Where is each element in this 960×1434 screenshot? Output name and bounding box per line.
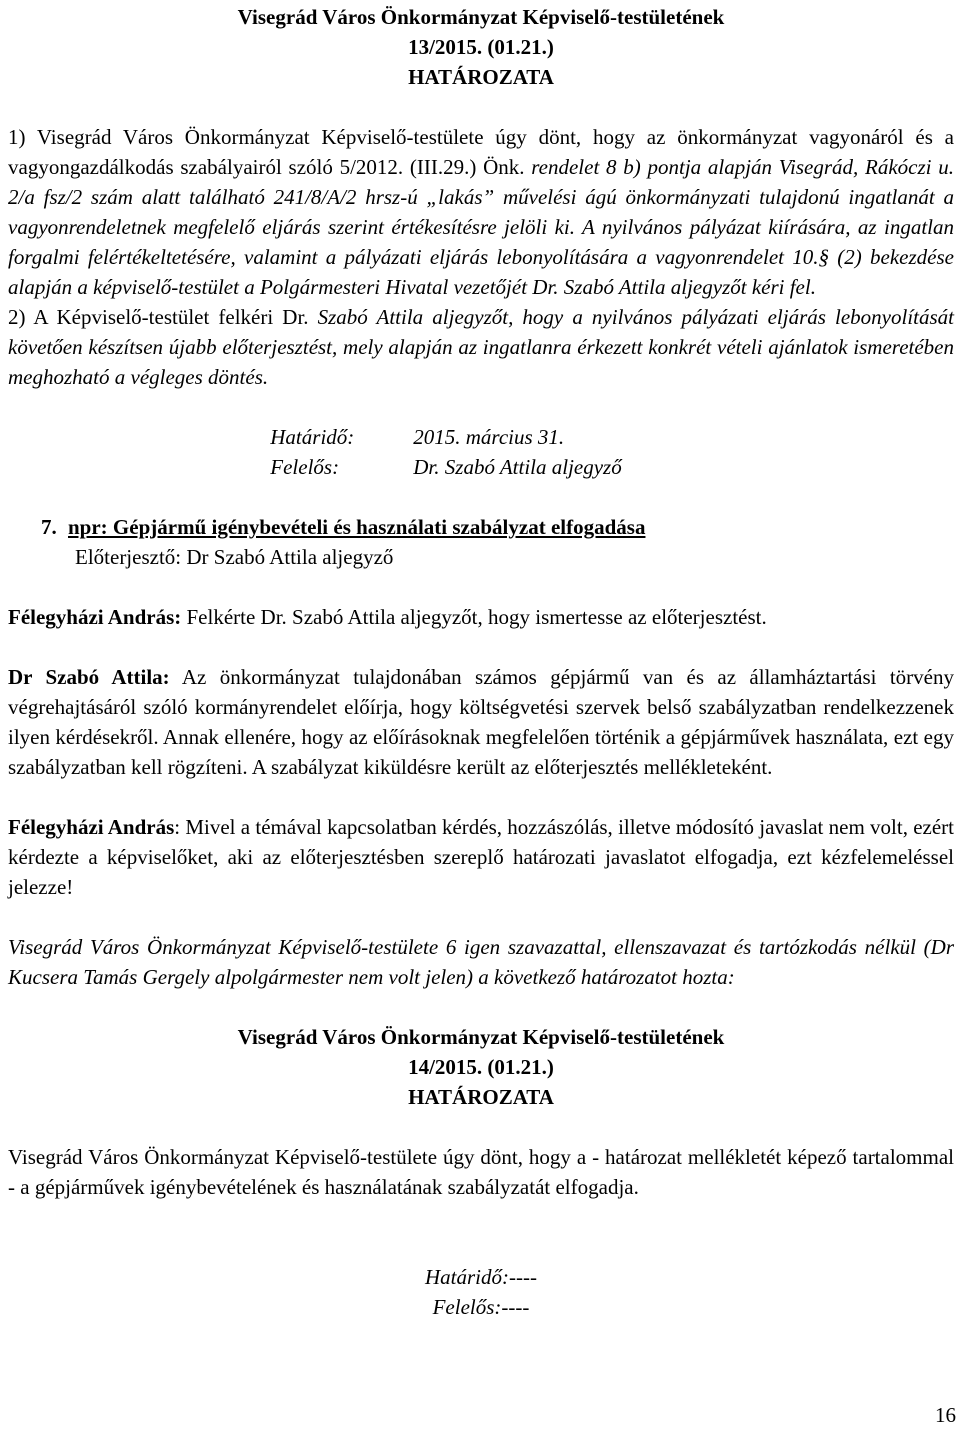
speech-2-speaker: Dr Szabó Attila: bbox=[8, 665, 170, 689]
document-page bbox=[8, 0, 954, 1322]
speech-1-speaker: Félegyházi András: bbox=[8, 605, 182, 629]
agenda-item-presenter: Előterjesztő: Dr Szabó Attila aljegyző bbox=[75, 545, 394, 569]
point-2-part-b: Szabó Attila aljegyzőt, hogy a nyilvános pályázati eljárás lebonyolítását követően készítsen újabb előterjesztést, mely alapján az ingatlanra érkezett konkrét vételi ajánlatok ismeretében meghozható a végleges döntés. bbox=[8, 305, 954, 389]
resolution-14-heading bbox=[8, 1022, 954, 1112]
resolution-14-number: 14/2015. (01.21.) bbox=[408, 1055, 554, 1079]
resolution-14-heading-body: Visegrád Város Önkormányzat Képviselő-testületének bbox=[237, 1025, 725, 1049]
vote-result: Visegrád Város Önkormányzat Képviselő-testülete 6 igen szavazattal, ellenszavazat és tartózkodás nélkül (Dr Kucsera Tamás Gergely alpolgármester nem volt jelen) a következő határozatot hozta: bbox=[8, 935, 954, 989]
agenda-item-number: 7. bbox=[41, 515, 57, 539]
resolution-13-point-2 bbox=[8, 302, 954, 392]
point-2-part-a: 2) A Képviselő-testület felkéri Dr. bbox=[8, 305, 309, 329]
point-1-part-b: rendelet 8 b) pontja alapján Visegrád, Rákóczi u. 2/a fsz/2 szám alatt található 241/8/A/2 hrsz-ú „lakás” művelési ágú önkormányzati tulajdonú ingatlanát a vagyonrendeletnek megfelelő eljárás szerint értékesítésre jelöli ki. A nyilvános pályázat kiírására, az ingatlan forgalmi felértékeltetésére, valamint a pályázati eljárás lebonyolítására a vagyonrendelet 10. bbox=[8, 155, 954, 269]
page-number: 16 bbox=[935, 1403, 956, 1427]
resolution-13-number: 13/2015. (01.21.) bbox=[408, 35, 554, 59]
resolution-14-body: Visegrád Város Önkormányzat Képviselő-testülete úgy dönt, hogy a - határozat mellékletét képező tartalommal - a gépjárművek igénybevételének és használatának szabályzatát elfogadja. bbox=[8, 1145, 954, 1199]
resolution-13-signature bbox=[8, 422, 954, 482]
resolution-14-title: HATÁROZATA bbox=[408, 1085, 554, 1109]
point-1-part-a: 1) Visegrád Város Önkormányzat Képviselő-testülete úgy dönt, hogy az önkormányzat vagyonáról és a vagyongazdálkodás szabályairól szóló 5/2012. (III.29.) Önk. bbox=[8, 125, 954, 179]
speech-1 bbox=[8, 602, 954, 632]
responsible-label: Felelős: bbox=[270, 455, 340, 479]
speech-3-text: : Mivel a témával kapcsolatban kérdés, hozzászólás, illetve módosító javaslat nem volt, ezért kérdezte a képviselőket, aki az előterjesztésben szereplő határozati javaslatot elfogadja, ezt kézfelemeléssel jelezze! bbox=[8, 815, 955, 899]
resolution-13-title: HATÁROZATA bbox=[408, 65, 554, 89]
speech-2 bbox=[8, 662, 954, 782]
responsible-value: Dr. Szabó Attila aljegyző bbox=[413, 455, 622, 479]
speech-3-speaker: Félegyházi András bbox=[8, 815, 175, 839]
agenda-item-7 bbox=[8, 512, 954, 572]
speech-3 bbox=[8, 812, 954, 902]
resolution-14-signature bbox=[8, 1262, 954, 1322]
speech-2-text: Az önkormányzat tulajdonában számos gépjármű van és az államháztartási törvény végrehajtásáról szóló kormányrendelet előírja, hogy költségvetési szervek belső szabályzatban rendelkezzenek ilyen kérdésekről. Annak ellenére, hogy az előírásoknak megfelelően történik a gépjárművek használata, ezt egy szabályzatban kell rögzíteni. A szabályzat kiküldésre került az előterjesztés mellékleteként. bbox=[8, 665, 954, 779]
agenda-item-title: npr: Gépjármű igénybevételi és használati szabályzat elfogadása bbox=[68, 515, 646, 539]
deadline-value: 2015. március 31. bbox=[413, 425, 565, 449]
section-sign: § bbox=[818, 245, 829, 269]
resolution-13-heading-body: Visegrád Város Önkormányzat Képviselő-testületének bbox=[237, 5, 725, 29]
speech-1-text: Felkérte Dr. Szabó Attila aljegyzőt, hogy ismertesse az előterjesztést. bbox=[181, 605, 767, 629]
resolution-13-point-1 bbox=[8, 122, 954, 302]
point-1-part-c: (2) bekezdése alapján a képviselő-testület a Polgármesteri Hivatal vezetőjét Dr. Szabó Attila aljegyzőt kéri fel. bbox=[8, 245, 954, 299]
resolution-13-heading bbox=[8, 2, 954, 92]
resolution-14-deadline: Határidő:---- bbox=[425, 1265, 537, 1289]
deadline-label: Határidő: bbox=[270, 425, 355, 449]
resolution-14-responsible: Felelős:---- bbox=[432, 1295, 530, 1319]
